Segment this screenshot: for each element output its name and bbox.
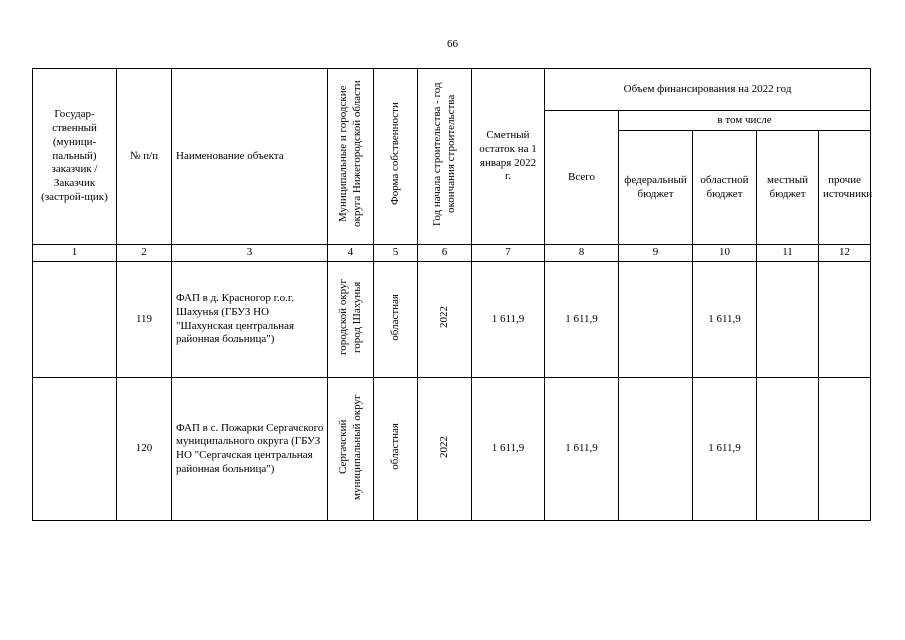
- header-no: № п/п: [117, 69, 172, 245]
- header-federal: федеральный бюджет: [619, 131, 693, 245]
- cell-name: ФАП в д. Красногор г.о.г. Шахунья (ГБУЗ НО "Шахунская центральная районная больница"): [172, 262, 328, 378]
- cell-local: [757, 262, 819, 378]
- cell-federal: [619, 262, 693, 378]
- column-number: 1: [33, 245, 117, 262]
- column-number: 4: [328, 245, 374, 262]
- table-row: [33, 262, 871, 378]
- cell-ownership: областная: [374, 378, 418, 521]
- page-number: 66: [447, 38, 458, 50]
- table-row: [33, 378, 871, 521]
- cell-name: ФАП в с. Пожарки Сергачского муниципального округа (ГБУЗ НО "Сергачская центральная районная больница"): [172, 378, 328, 521]
- header-local: местный бюджет: [757, 131, 819, 245]
- cell-balance: 1 611,9: [472, 378, 545, 521]
- cell-federal: [619, 378, 693, 521]
- cell-other: [819, 262, 871, 378]
- column-number: 7: [472, 245, 545, 262]
- header-balance: Сметный остаток на 1 января 2022 г.: [472, 69, 545, 245]
- header-other: прочие источники: [819, 131, 871, 245]
- header-name: Наименование объекта: [172, 69, 328, 245]
- column-number: 11: [757, 245, 819, 262]
- header-regional: областной бюджет: [693, 131, 757, 245]
- cell-district: городской округ город Шахунья: [328, 262, 374, 378]
- column-number: 3: [172, 245, 328, 262]
- column-number: 2: [117, 245, 172, 262]
- cell-years: 2022: [418, 378, 472, 521]
- header-customer: Государ-ственный (муници-пальный) заказчик / Заказчик (застрой-щик): [33, 69, 117, 245]
- cell-balance: 1 611,9: [472, 262, 545, 378]
- column-number: 12: [819, 245, 871, 262]
- cell-total: 1 611,9: [545, 262, 619, 378]
- cell-ownership: областная: [374, 262, 418, 378]
- cell-regional: 1 611,9: [693, 262, 757, 378]
- column-number: 10: [693, 245, 757, 262]
- header-total: Всего: [545, 111, 619, 245]
- cell-years: 2022: [418, 262, 472, 378]
- cell-district: Сергачский муниципальный округ: [328, 378, 374, 521]
- header-funding: Объем финансирования на 2022 год: [545, 69, 871, 111]
- header-including: в том числе: [619, 111, 871, 131]
- cell-other: [819, 378, 871, 521]
- cell-local: [757, 378, 819, 521]
- header-ownership: Форма собственности: [374, 69, 418, 245]
- column-number: 5: [374, 245, 418, 262]
- cell-regional: 1 611,9: [693, 378, 757, 521]
- cell-no: 120: [117, 378, 172, 521]
- column-numbers-row: [33, 245, 871, 262]
- cell-no: 119: [117, 262, 172, 378]
- financing-table: [32, 68, 871, 521]
- header-years: Год начала строительства - год окончания строительства: [418, 69, 472, 245]
- header-district: Муниципальные и городские округа Нижегородской области: [328, 69, 374, 245]
- cell-total: 1 611,9: [545, 378, 619, 521]
- cell-customer: [33, 378, 117, 521]
- column-number: 9: [619, 245, 693, 262]
- column-number: 8: [545, 245, 619, 262]
- cell-customer: [33, 262, 117, 378]
- column-number: 6: [418, 245, 472, 262]
